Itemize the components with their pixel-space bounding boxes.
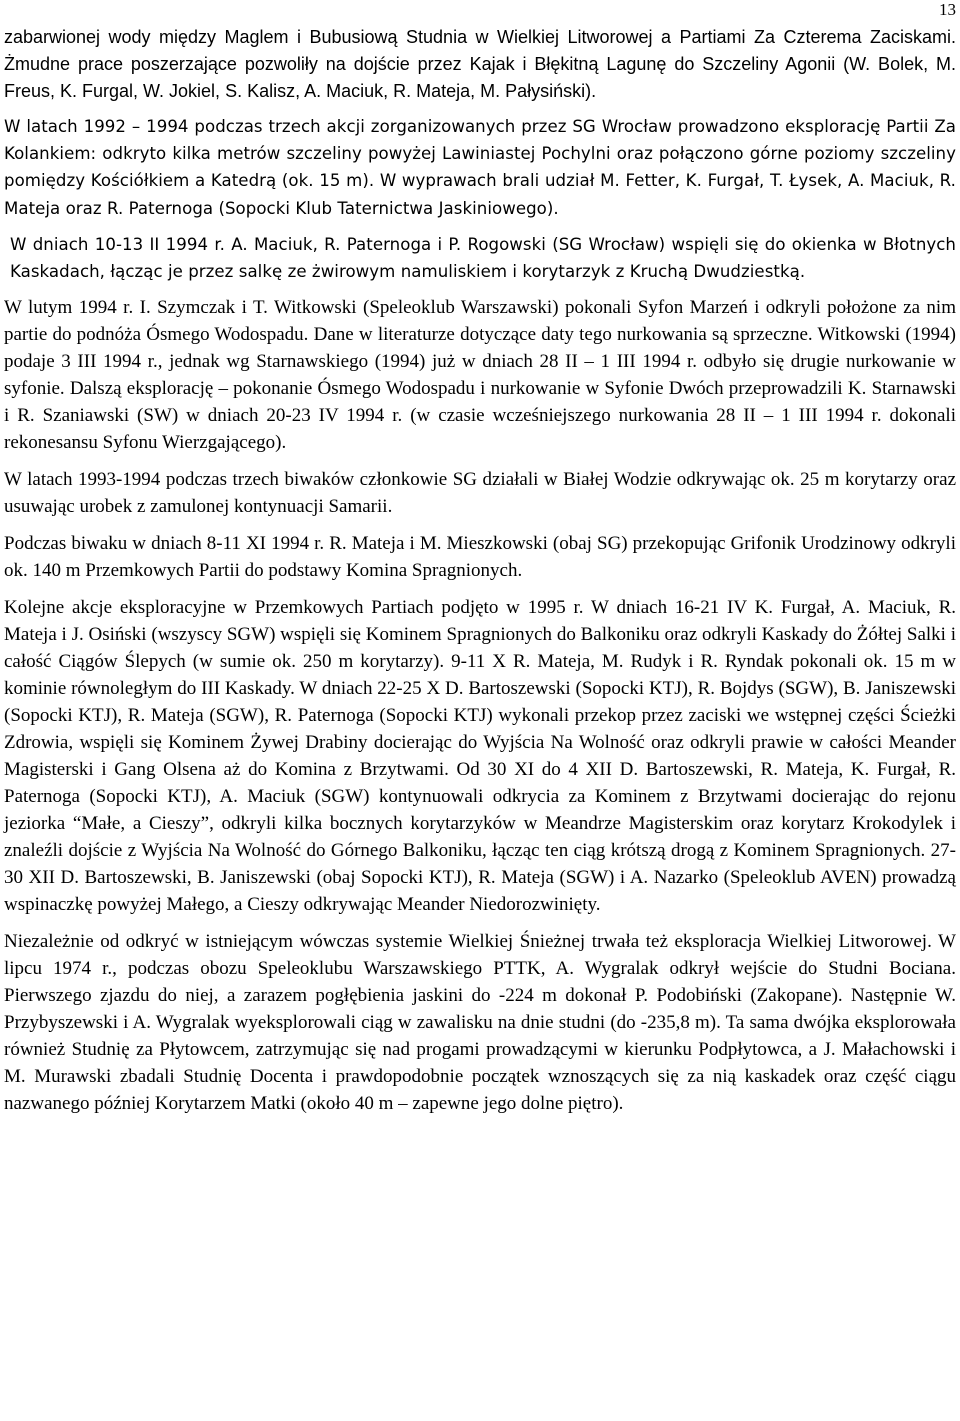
paragraph: Niezależnie od odkryć w istniejącym wówczas systemie Wielkiej Śnieżnej trwała też eksploracja Wielkiej Litworowej. W lipcu 1974 r., podczas obozu Speleoklubu Warszawskiego PTTK, A. Wygralak odkrył wejście do Studni Bociana. Pierwszego zjazdu do niej, a zarazem pogłębienia jaskini do -224 m dokonał P. Podobiński (Zakopane). Następnie W. Przybyszewski i A. Wygralak wyeksplorowali ciąg w zawalisku na dnie studni (do -235,8 m). Ta sama dwójka eksplorowała również Studnię za Płytowcem, zatrzymując się nad progami prowadzącymi w kierunku Podpłytowca, a J. Małachowski i M. Murawski zbadali Studnię Docenta i prawdopodobnie początek wznoszących się za nią kaskadek oraz część ciągu nazwanego później Korytarzem Matki (około 40 m – zapewne jego dolne piętro). bbox=[4, 931, 956, 1115]
paragraph: W lutym 1994 r. I. Szymczak i T. Witkowski (Speleoklub Warszawski) pokonali Syfon Marzeń i odkryli położone za nim partie do podnóża Ósmego Wodospadu. Dane w literaturze dotyczące daty tego nurkowania są sprzeczne. Witkowski (1994) podaje 3 III 1994 r., jednak wg Starnawskiego (1994) już w dniach 28 II – 1 III 1994 r. odbyło się drugie nurkowanie w syfonie. Dalszą eksplorację – pokonanie Ósmego Wodospadu i nurkowanie w Syfonie Dwóch przeprowadzili K. Starnawski i R. Szaniawski (SW) w dniach 20-23 IV 1994 r. (w czasie wcześniejszego nurkowania 28 II – 1 III 1994 r. dokonali rekonesansu Syfonu Wierzgającego). bbox=[4, 297, 956, 454]
paragraph: Kolejne akcje eksploracyjne w Przemkowych Partiach podjęto w 1995 r. W dniach 16-21 IV K. Furgał, A. Maciuk, R. Mateja i J. Osiński (wszyscy SGW) wspięli się Kominem Spragnionych do Balkoniku oraz odkryli Kaskady do Żółtej Salki i całość Ciągów Ślepych (w sumie ok. 250 m korytarzy). 9-11 X R. Mateja, M. Rudyk i R. Ryndak pokonali ok. 15 m w kominie równoległym do III Kaskady. W dniach 22-25 X D. Bartoszewski (Sopocki KTJ), R. Bojdys (SGW), B. Janiszewski (Sopocki KTJ), R. Mateja (SGW), R. Paternoga (Sopocki KTJ) wykonali przekop przez zaciski we wstępnej części Ścieżki Zdrowia, wspięli się Kominem Żywej Drabiny docierając do Wyjścia Na Wolność oraz odkryli prawie w całości Meander Magisterski i Gang Olsena aż do Komina z Brzytwami. Od 30 XI do 4 XII D. Bartoszewski, R. Mateja, K. Furgał, R. Paternoga (Sopocki KTJ), A. Maciuk (SGW) kontynuowali odkrycia za Kominem z Brzytwami docierając do rejonu jeziorka “Małe, a Cieszy”, odkryli kilka bocznych korytarzyków w Meandrze Magisterskim oraz korytarz Krokodylek i znaleźli dojście z Wyjścia Na Wolność do Górnego Balkoniku, łącząc ten ciąg krótszą drogą z Kominem Spragnionych. 27-30 XII D. Bartoszewski, B. Janiszewski (obaj Sopocki KTJ), R. Mateja (SGW) i A. Nazarko (Speleoklub AVEN) prowadzą wspinaczkę powyżej Małego, a Cieszy odkrywając Meander Niedorozwinięty. bbox=[4, 597, 956, 916]
page-number: 13 bbox=[939, 0, 956, 19]
paragraph: W latach 1992 – 1994 podczas trzech akcji zorganizowanych przez SG Wrocław prowadzono eksplorację Partii Za Kolankiem: odkryto kilka metrów szczeliny powyżej Lawiniastej Pochylni oraz połączono górne poziomy szczeliny pomiędzy Kościółkiem a Katedrą (ok. 15 m). W wyprawach brali udział M. Fetter, K. Furgał, T. Łysek, A. Maciuk, R. Mateja oraz R. Paternoga (Sopocki Klub Taternictwa Jaskiniowego). bbox=[4, 117, 956, 218]
paragraph: W dniach 10-13 II 1994 r. A. Maciuk, R. Paternoga i P. Rogowski (SG Wrocław) wspięli się do okienka w Błotnych Kaskadach, łącząc je przez salkę ze żwirowym namuliskiem i korytarzyk z Kruchą Dwudziestką. bbox=[10, 234, 956, 282]
document-body bbox=[4, 24, 956, 1127]
paragraph: Podczas biwaku w dniach 8-11 XI 1994 r. R. Mateja i M. Mieszkowski (obaj SG) przekopując Grifonik Urodzinowy odkryli ok. 140 m Przemkowych Partii do podstawy Komina Spragnionych. bbox=[4, 533, 956, 582]
paragraph: zabarwionej wody między Maglem i Bubusiową Studnia w Wielkiej Litworowej a Partiami Za Czterema Zaciskami. Żmudne prace poszerzające pozwoliły na dojście przez Kajak i Błękitną Lagunę do Szczeliny Agonii (W. Bolek, M. Freus, K. Furgal, W. Jokiel, S. Kalisz, A. Maciuk, R. Mateja, M. Pałysiński). bbox=[4, 27, 956, 101]
paragraph: W latach 1993-1994 podczas trzech biwaków członkowie SG działali w Białej Wodzie odkrywając ok. 25 m korytarzy oraz usuwając urobek z zamulonej kontynuacji Samarii. bbox=[4, 469, 956, 518]
